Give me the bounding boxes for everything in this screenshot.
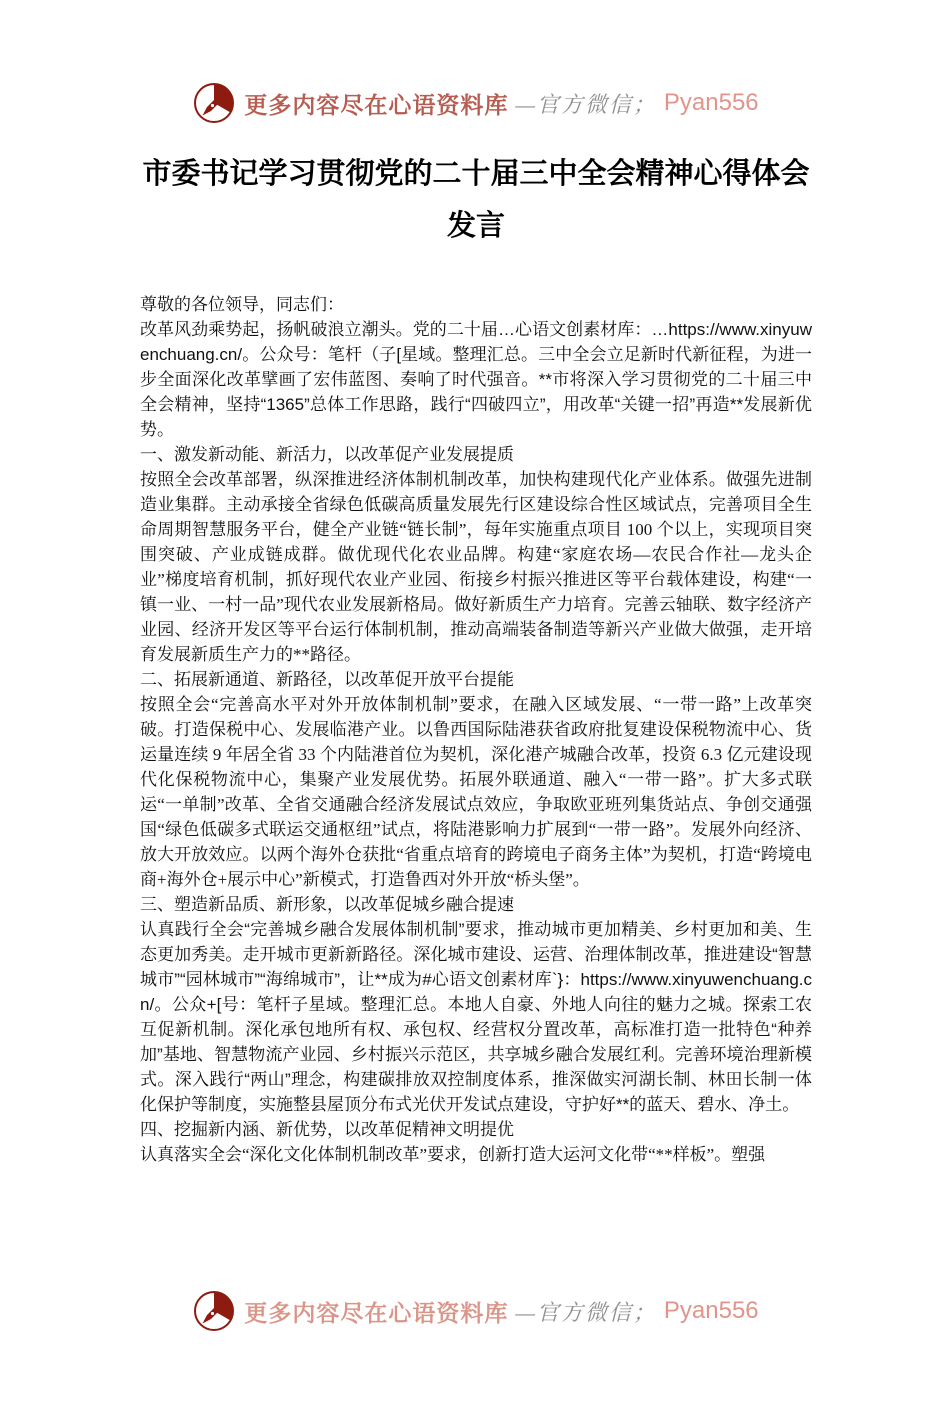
document-title: 市委书记学习贯彻党的二十届三中全会精神心得体会发言 [142,158,810,242]
paragraph-serif: 二、拓展新通道、新路径，以改革促开放平台提能 [140,670,514,689]
header [0,80,950,126]
footer [0,1288,950,1334]
paragraph-serif: 按照全会改革部署，纵深推进经济体制机制改革，加快构建现代化产业体系。做强先进制造业集群。主动承接全省绿色低碳高质量发展先行区建设综合性区域试点，完善项目全生命周期智慧服务平台，健全产业链“链长制”，每年实施重点项目 100 个以上，实现项目突围突破、产业成链成群。做优现代化农业品牌。构建“家庭农场—农民合作社—龙头企业”梯度培育机制，抓好现代农业产业园、衔接乡村振兴推进区等平台载体建设，构建“一镇一业、一村一品”现代农业发展新格局。做好新质生产力培育。完善云轴联、数字经济产业园、经济开发区等平台运行体制机制，推动高端装备制造等新兴产业做大做强，走开培育发展新质生产力的**路径。 [140,470,812,664]
paragraph-sans: 认真践行全会“完善城乡融合发展体制机制”要求，推动城市更加精美、乡村更加和美、生态更加秀美。走开城市更新新路径。深化城市建设、运营、治理体制改革，推进建设“智慧城市”“园林城市”“海绵城市”，让**成为#心语文创素材库`}：https://www.xinyuwenchuang.cn/。公众+[号：笔杆子星域。整理汇总。本地人自豪、外地人向往的魅力之城。探索工农互促新机制。深化承包地所有权、承包权、经营权分置改革，高标准打造一批特色“种养加”基地、智慧物流产业园、乡村振兴示范区，共享城乡融合发展红利。完善环境治理新模式。深入践行“两山”理念，构建碳排放双控制度体系，推深做实河湖长制、林田长制一体化保护等制度，实施整县屋顶分布式光伏开发试点建设，守护好**的蓝天、碧水、净土。 [140,920,812,1114]
page [0,80,950,1424]
paragraph-serif: 尊敬的各位领导，同志们： [140,295,344,314]
footer-brand-text: 更多内容尽在心语资料库 [244,1300,509,1326]
document-body [140,292,812,1167]
paragraph-serif: 按照全会“完善高水平对外开放体制机制”要求，在融入区域发展、“一带一路”上改革突破。打造保税中心、发展临港产业。以鲁西国际陆港获省政府批复建设保税物流中心、货运量连续 9 年居全省 33 个内陆港首位为契机，深化港产城融合改革，投资 6.3 亿元建设现代化保税物流中心，集聚产业发展优势。拓展外联通道、融入“一带一路”。扩大多式联运“一单制”改革、全省交通融合经济发展试点效应，争取欧亚班列集货站点、争创交通强国“绿色低碳多式联运交通枢纽”试点，将陆港影响力扩展到“一带一路”。发展外向经济、放大开放效应。以两个海外仓获批“省重点培育的跨境电子商务主体”为契机，打造“跨境电商+海外仓+展示中心”新模式，打造鲁西对外开放“桥头堡”。 [140,695,812,889]
footer-wechat-account: Pyan556 [663,1297,759,1324]
paragraph-sans: 改革风劲乘势起，扬帆破浪立潮头。党的二十届…心语文创素材库：…https://www.xinyuwenchuang.cn/。公众号：笔杆（子[星域。整理汇总。三中全会立足新时代新征程，为进一步全面深化改革擘画了宏伟蓝图、奏响了时代强音。**市将深入学习贯彻党的二十届三中全会精神，坚持“1365”总体工作思路，践行“四破四立”，用改革“关键一招”再造**发展新优势。 [140,320,812,439]
paragraph-serif: 一、激发新动能、新活力，以改革促产业发展提质 [140,445,514,464]
paragraph-serif: 三、塑造新品质、新形象，以改革促城乡融合提速 [140,895,514,914]
header-wechat-account: Pyan556 [663,89,759,116]
pen-logo-icon [191,1288,237,1334]
header-wechat-label: —官方微信； [515,91,657,117]
paragraph-serif: 认真落实全会“深化文化体制机制改革”要求，创新打造大运河文化带“**样板”。塑强 [140,1145,766,1164]
header-brand-text: 更多内容尽在心语资料库 [244,92,509,118]
paragraph-serif: 四、挖掘新内涵、新优势，以改革促精神文明提优 [140,1120,514,1139]
footer-wechat-label: —官方微信； [515,1299,657,1325]
pen-logo-icon [191,80,237,126]
